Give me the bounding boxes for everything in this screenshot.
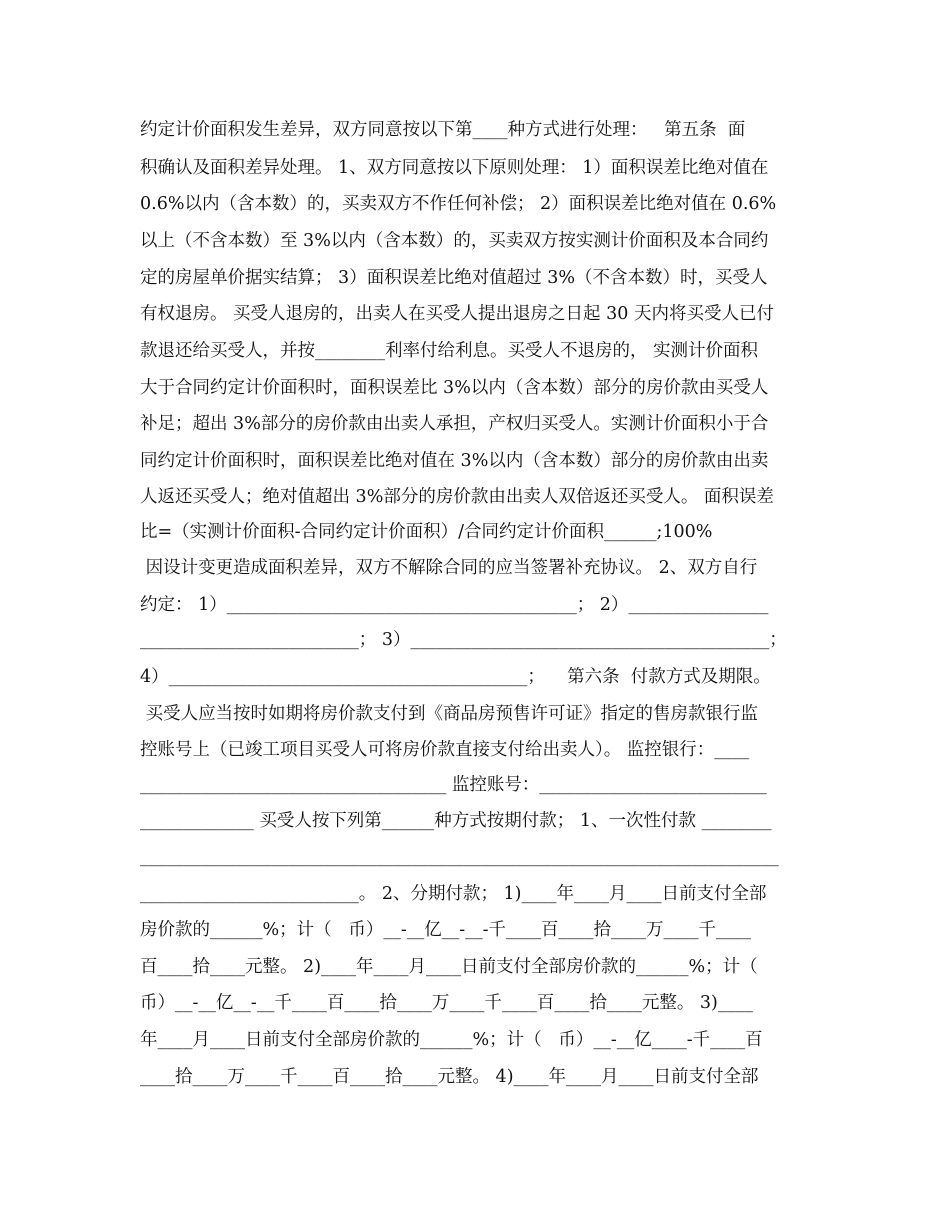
text-line: 控账号上（已竣工项目买受人可将房价款直接支付给出卖人）。 监控银行：____ [140,740,750,760]
text-line: ___________________________________ 监控账号：__________________________ [140,775,767,795]
text-line: 约定计价面积发生差异，双方同意按以下第____种方式进行处理： 第五条 面 [140,120,746,140]
text-line: 人返还买受人；绝对值超出 3%部分的房价款由出卖人双倍返还买受人。 面积误差 [140,487,774,507]
text-line: 积确认及面积差异处理。 1、双方同意按以下原则处理： 1）面积误差比绝对值在 [140,158,769,178]
text-line: 定的房屋单价据实结算； 3）面积误差比绝对值超过 3%（不含本数）时，买受人 [140,268,768,288]
text-line: _________________________________________________________________________ [140,847,779,867]
text-line: 买受人应当按时如期将房价款支付到《商品房预售许可证》指定的售房款银行监 [140,704,759,724]
text-line: 以上（不含本数）至 3%以内（含本数）的，买卖双方按实测计价面积及本合同约 [140,231,769,251]
text-line: 房价款的______%；计（ 币）__-__亿__-__-千____百____拾____万____千____ [140,920,752,940]
text-line: 年____月____日前支付全部房价款的______%；计（ 币）__-__亿____-千____百 [140,1030,763,1050]
text-line: 有权退房。 买受人退房的，出卖人在买受人提出退房之日起 30 天内将买受人已付 [140,304,774,324]
text-line: ____拾____万____千____百____拾____元整。 4)____年____月____日前支付全部 [140,1067,759,1087]
text-line: _________________________； 3）_________________________________________； [140,630,787,650]
text-line: _____________ 买受人按下列第______种方式按期付款； 1、一次性付款 ________ [140,811,772,831]
text-line: _________________________。 2、分期付款； 1)____年____月____日前支付全部 [140,884,767,904]
text-line: 款退还给买受人，并按________利率付给利息。买受人不退房的， 实测计价面积 [140,341,759,361]
text-line: 补足；超出 3%部分的房价款由出卖人承担，产权归买受人。实测计价面积小于合 [140,414,769,434]
text-line: 4）_________________________________________； 第六条 付款方式及期限。 [140,667,771,687]
text-line: 比=（实测计价面积-合同约定计价面积）/合同约定计价面积______;100% [140,522,713,542]
text-line: 约定： 1）________________________________________； 2）________________ [140,595,769,615]
text-line: 币）__-__亿__-__千____百____拾____万____千____百____拾____元整。 3)____ [140,993,753,1013]
text-line: 大于合同约定计价面积时，面积误差比 3%以内（含本数）部分的房价款由买受人 [140,378,769,398]
text-line: 因设计变更造成面积差异，双方不解除合同的应当签署补充协议。 2、双方自行 [140,558,758,578]
text-line: 百____拾____元整。 2)____年____月____日前支付全部房价款的______%；计（ [140,957,758,977]
text-line: 0.6%以内（含本数）的，买卖双方不作任何补偿； 2）面积误差比绝对值在 0.6% [140,194,777,214]
text-line: 同约定计价面积时，面积误差比绝对值在 3%以内（含本数）部分的房价款由出卖 [140,451,769,471]
